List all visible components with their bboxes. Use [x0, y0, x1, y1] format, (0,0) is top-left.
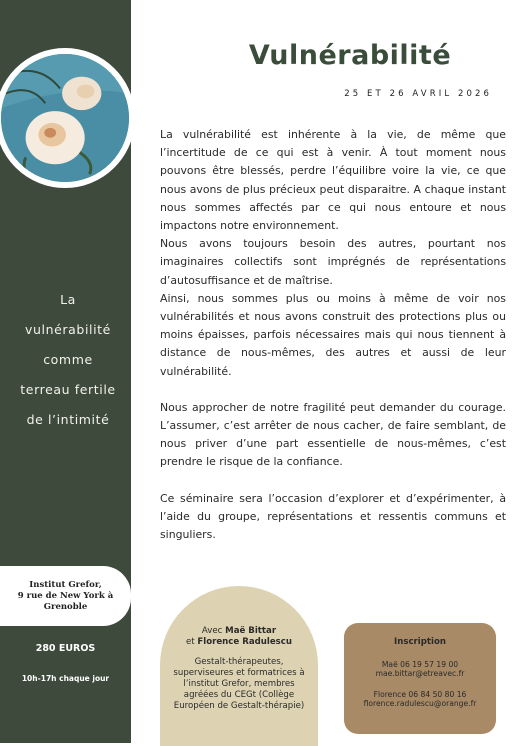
speakers-description: Gestalt-thérapeutes, superviseures et formatrices à l’institut Grefor, membres agréées du CEGt (Collège Européen de Gestalt-thérapie) — [173, 657, 305, 711]
address-line: Grenoble — [43, 601, 88, 612]
page-title: Vulnérabilité — [248, 40, 452, 71]
tagline-line: vulnérabilité — [25, 322, 111, 337]
tagline-line: comme — [43, 352, 93, 367]
contact-phone: Maë 06 19 57 19 00 — [381, 659, 459, 669]
rose-photo — [0, 48, 135, 188]
tagline-line: La — [60, 292, 76, 307]
tagline-line: de l’intimité — [26, 412, 110, 427]
contact-phone: Florence 06 84 50 80 16 — [373, 689, 467, 699]
address-line: Institut Grefor, — [29, 579, 102, 590]
inscription-title: Inscription — [394, 637, 446, 647]
speakers-card — [160, 586, 318, 746]
price: 280 EUROS — [35, 643, 96, 654]
address-line: 9 rue de New York à — [17, 590, 114, 601]
paragraph: Ainsi, nous sommes plus ou moins à même de voir nos vulnérabilités et nous avons construit des protections plus ou moins épaisses, parfois nécessaires mais qui nous tiennent à distance de nous-mêmes, des autres et aussi de leur vulnérabilité. — [160, 291, 506, 378]
speakers-intro: Avec — [201, 626, 223, 636]
contact-email[interactable]: mae.bittar@etreavec.fr — [375, 669, 465, 678]
speaker-name: Maë Bittar — [225, 626, 277, 636]
paragraph: Ce séminaire sera l’occasion d’explorer et d’expérimenter, à l’aide du groupe, représentations et ressentis communs et singuliers. — [160, 491, 506, 542]
sidebar — [0, 0, 131, 743]
event-date: 25 ET 26 AVRIL 2026 — [344, 89, 492, 99]
tagline — [8, 285, 128, 435]
inscription-card — [344, 623, 496, 734]
speaker-name: Florence Radulescu — [197, 637, 292, 647]
body-text — [160, 126, 506, 544]
hours: 10h-17h chaque jour — [21, 674, 110, 683]
speaker-names — [160, 626, 318, 648]
paragraph: Nous approcher de notre fragilité peut demander du courage. L’assumer, c’est arrêter de nous cacher, de faire semblant, de nous priver d’une part essentielle de nous-mêmes, c’est prendre le risque de la confiance. — [160, 400, 506, 469]
tagline-line: terreau fertile — [20, 382, 116, 397]
contact-email[interactable]: florence.radulescu@orange.fr — [363, 699, 477, 708]
paragraph: La vulnérabilité est inhérente à la vie, de même que l’incertitude de ce qui est à venir. À tout moment nous pouvons être blessés, perdre l’équilibre voire la vie, ce que nous avons de plus précieux peut disparaitre. A chaque instant nous sommes affectés par ce qui nous entoure et nous impactons notre environnement. — [160, 128, 506, 233]
speakers-and: et — [185, 637, 195, 647]
paragraph: Nous avons toujours besoin des autres, pourtant nos imaginaires collectifs sont imprégnés de représentations d’autosuffisance et de maîtrise. — [160, 237, 506, 287]
venue-address — [0, 566, 131, 626]
